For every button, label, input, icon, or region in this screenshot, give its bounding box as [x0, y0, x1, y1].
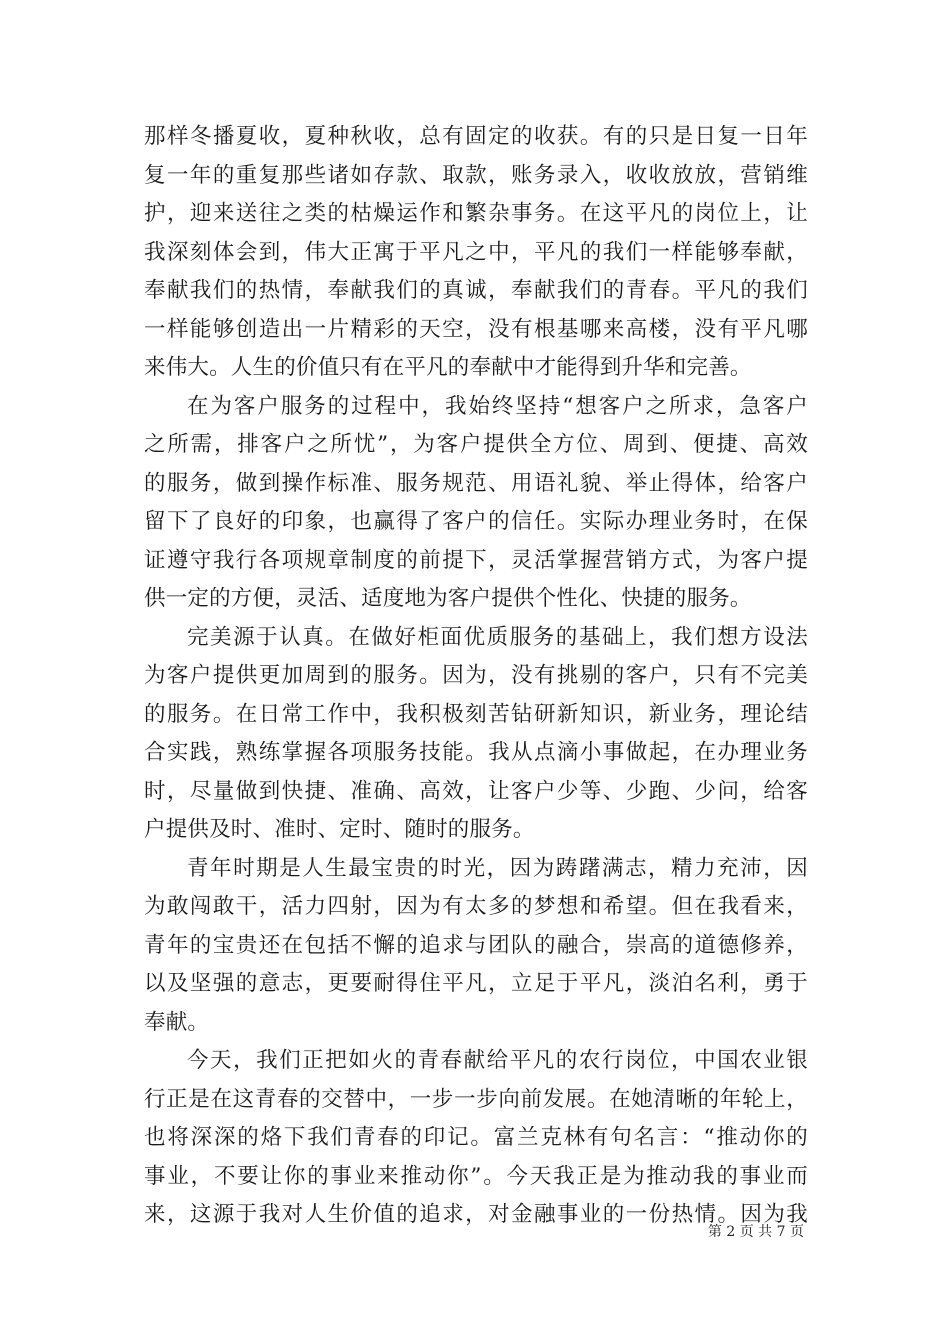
document-body	[144, 118, 808, 1235]
text-line: 一样能够创造出一片精彩的天空，没有根基哪来高楼，没有平凡哪	[144, 316, 808, 342]
text-line: 事业，不要让你的事业来推动你”。今天我正是为推动我的事业而	[144, 1163, 808, 1189]
paragraph-first-line: 完美源于认真。在做好柜面优质服务的基础上，我们想方设法	[187, 624, 808, 650]
text-line: 户提供及时、准时、定时、随时的服务。	[144, 817, 535, 842]
text-line: 供一定的方便，灵活、适度地为客户提供个性化、快捷的服务。	[144, 586, 752, 611]
text-line: 那样冬播夏收，夏种秋收，总有固定的收获。有的只是日复一日年	[144, 124, 808, 149]
text-line: 来，这源于我对人生价值的追求，对金融事业的一份热情。因为我	[144, 1202, 808, 1227]
text-line: 的服务，做到操作标准、服务规范、用语礼貌、举止得体，给客户	[144, 470, 808, 496]
text-line: 以及坚强的意志，更要耐得住平凡，立足于平凡，淡泊名利，勇于	[144, 971, 808, 996]
text-line: 证遵守我行各项规章制度的前提下，灵活掌握营销方式，为客户提	[144, 547, 808, 573]
text-line: 为敢闯敢干，活力四射，因为有太多的梦想和希望。但在我看来，	[144, 894, 808, 919]
text-line: 来伟大。人生的价值只有在平凡的奉献中才能得到升华和完善。	[144, 355, 752, 380]
text-line: 的服务。在日常工作中，我积极刻苦钻研新知识，新业务，理论结	[144, 701, 808, 727]
text-line: 复一年的重复那些诸如存款、取款，账务录入，收收放放，营销维	[144, 162, 808, 188]
text-line: 我深刻体会到，伟大正寓于平凡之中，平凡的我们一样能够奉献，	[144, 239, 808, 265]
text-line: 留下了良好的印象，也赢得了客户的信任。实际办理业务时，在保	[144, 509, 808, 534]
text-line: 为客户提供更加周到的服务。因为，没有挑剔的客户，只有不完美	[144, 663, 808, 688]
text-line: 合实践，熟练掌握各项服务技能。我从点滴小事做起，在办理业务	[144, 740, 808, 765]
text-line: 青年的宝贵还在包括不懈的追求与团队的融合，崇高的道德修养，	[144, 932, 808, 958]
text-line: 护，迎来送往之类的枯燥运作和繁杂事务。在这平凡的岗位上，让	[144, 201, 808, 226]
paragraph-first-line: 今天，我们正把如火的青春献给平凡的农行岗位，中国农业银	[187, 1048, 808, 1073]
text-line: 奉献我们的热情，奉献我们的真诚，奉献我们的青春。平凡的我们	[144, 278, 808, 303]
text-line: 之所需，排客户之所忧”，为客户提供全方位、周到、便捷、高效	[144, 432, 808, 457]
text-line: 时，尽量做到快捷、准确、高效，让客户少等、少跑、少问，给客	[144, 778, 808, 804]
text-line: 奉献。	[144, 1009, 210, 1035]
text-line: 行正是在这青春的交替中，一步一步向前发展。在她清晰的年轮上，	[144, 1086, 808, 1112]
paragraph-first-line: 青年时期是人生最宝贵的时光，因为踌躇满志，精力充沛，因	[187, 855, 808, 881]
page-number: 第 2 页 共 7 页	[707, 1224, 804, 1240]
text-line: 也将深深的烙下我们青春的印记。富兰克林有句名言：“推动你的	[144, 1125, 808, 1150]
paragraph-first-line: 在为客户服务的过程中，我始终坚持“想客户之所求，急客户	[187, 393, 808, 419]
page-footer	[0, 1221, 950, 1243]
